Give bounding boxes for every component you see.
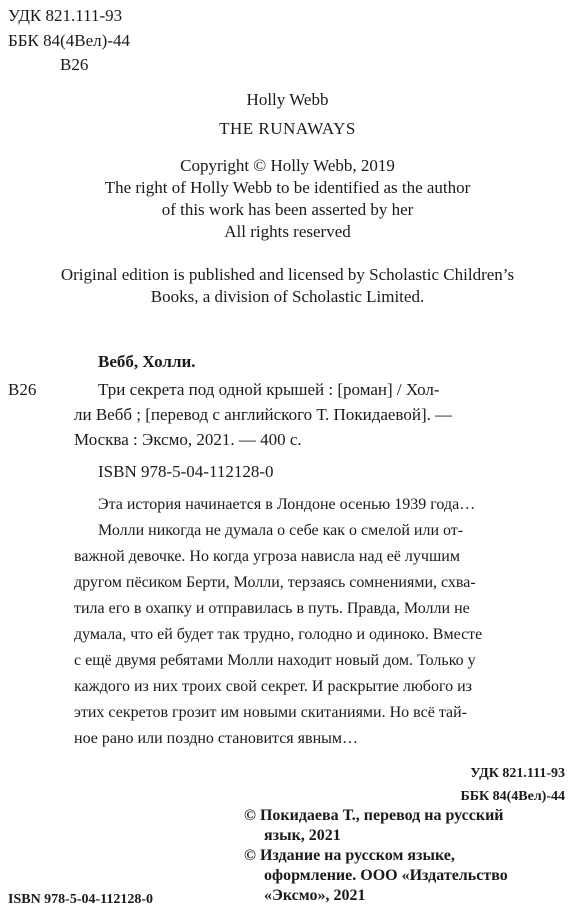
copyright-ru-3: © Издание на русском языке, bbox=[244, 847, 455, 864]
copyright-line-4: All rights reserved bbox=[224, 222, 351, 241]
annotation-line-6: думала, что ей будет так трудно, голодно и одиноко. Вместе bbox=[74, 626, 483, 643]
copyright-ru-1: © Покидаева Т., перевод на русский bbox=[244, 807, 504, 824]
copyright-line-2: The right of Holly Webb to be identified as the author bbox=[104, 178, 471, 197]
bib-description-1: Три секрета под одной крышей : [роман] / Хол- bbox=[98, 380, 440, 399]
annotation-line-7: с ещё двумя ребятами Молли находит новый дом. Только у bbox=[74, 652, 476, 669]
author-heading: Вебб, Холли. bbox=[98, 352, 196, 371]
copyright-ru-2: язык, 2021 bbox=[264, 827, 341, 844]
udk-code-right: УДК 821.111-93 bbox=[470, 766, 565, 781]
annotation-line-5: тила его в охапку и отправилась в путь. Правда, Молли не bbox=[74, 600, 470, 617]
annotation-line-2: Молли никогда не думала о себе как о смелой или от- bbox=[98, 522, 464, 539]
annotation-line-3: важной девочке. Но когда угроза нависла над её лучшим bbox=[74, 548, 460, 565]
edition-line-1: Original edition is published and licensed by Scholastic Children’s bbox=[60, 265, 515, 284]
annotation-line-8: каждого из них троих свой секрет. И раскрытие любого из bbox=[74, 678, 472, 695]
copyright-line-1: Copyright © Holly Webb, 2019 bbox=[180, 156, 395, 175]
annotation-line-10: ное рано или поздно становится явным… bbox=[74, 730, 358, 747]
bib-mark: В26 bbox=[8, 380, 37, 399]
annotation-line-4: другом пёсиком Берти, Молли, терзаясь сомнениями, схва- bbox=[74, 574, 476, 591]
edition-line-2: Books, a division of Scholastic Limited. bbox=[150, 287, 425, 306]
bbk-code-right: ББК 84(4Вел)-44 bbox=[460, 789, 565, 804]
annotation-line-1: Эта история начинается в Лондоне осенью 1939 года… bbox=[98, 496, 476, 513]
udk-code: УДК 821.111-93 bbox=[8, 6, 123, 25]
original-author: Holly Webb bbox=[246, 90, 329, 109]
bbk-code: ББК 84(4Вел)-44 bbox=[8, 31, 130, 50]
bib-description-2: ли Вебб ; [перевод с английского Т. Покидаевой]. — bbox=[74, 405, 453, 424]
bib-isbn: ISBN 978-5-04-112128-0 bbox=[98, 462, 274, 481]
annotation-line-9: этих секретов грозит им новыми скитаниями. Но всё тай- bbox=[74, 704, 468, 721]
copyright-ru-4: оформление. ООО «Издательство bbox=[264, 867, 508, 884]
author-mark: В26 bbox=[60, 55, 89, 74]
bib-description-3: Москва : Эксмо, 2021. — 400 с. bbox=[74, 430, 302, 449]
original-title: THE RUNAWAYS bbox=[219, 119, 356, 138]
copyright-line-3: of this work has been asserted by her bbox=[161, 200, 414, 219]
copyright-ru-5: «Эксмо», 2021 bbox=[264, 887, 366, 904]
footer-isbn: ISBN 978-5-04-112128-0 bbox=[8, 892, 154, 907]
